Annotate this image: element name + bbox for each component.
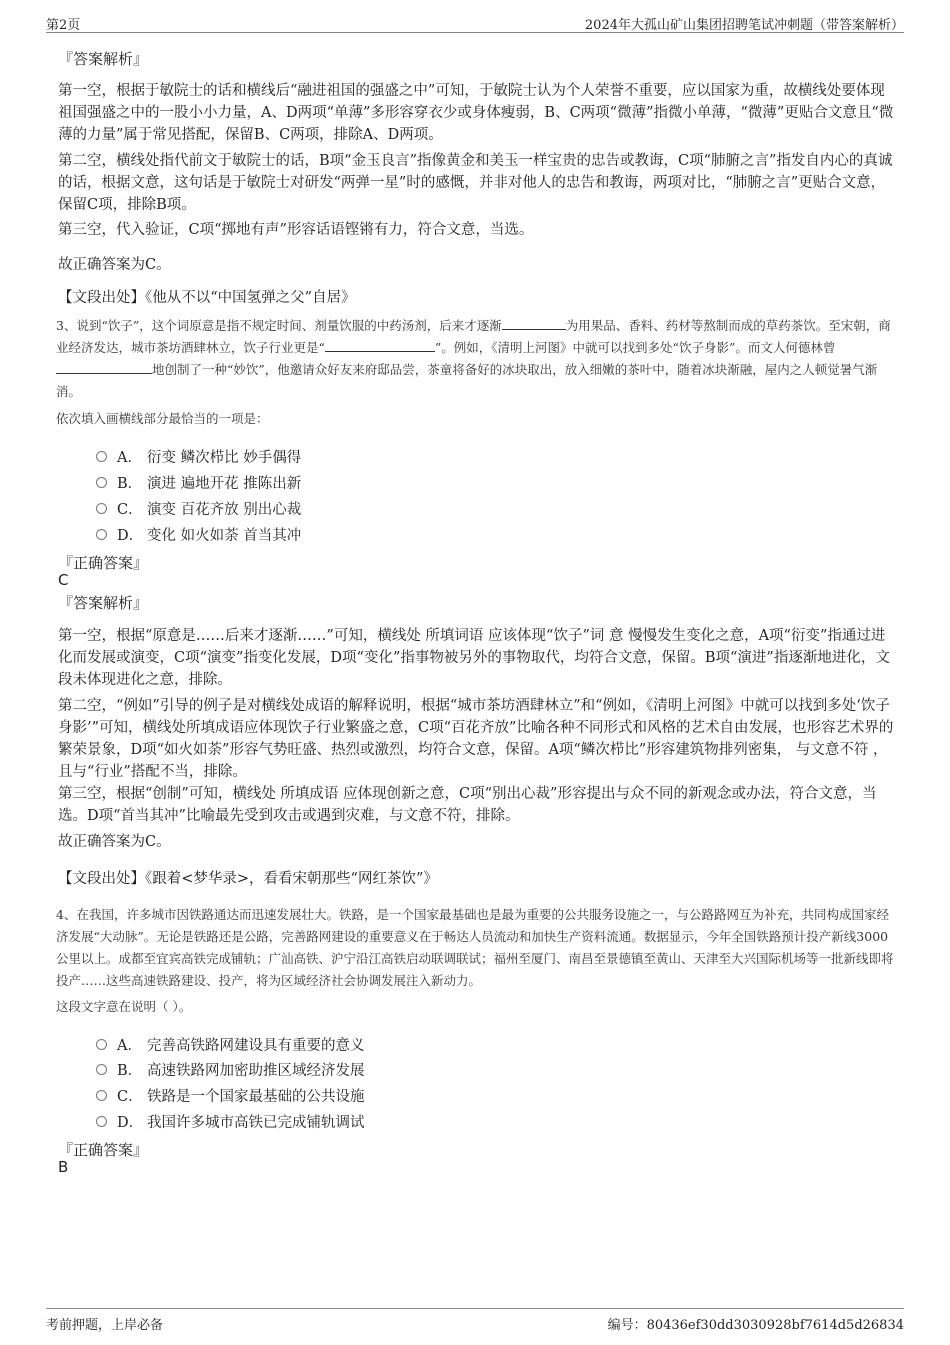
- radio-icon[interactable]: [96, 451, 107, 462]
- analysis-label: 『答案解析』: [58, 594, 149, 612]
- radio-icon[interactable]: [96, 1116, 107, 1127]
- source-citation: 【文段出处】《他从不以“中国氢弹之父”自居》: [58, 290, 356, 306]
- answer-label: 『正确答案』: [58, 554, 149, 572]
- blank-line: [56, 361, 152, 374]
- page-footer: [46, 1308, 904, 1333]
- conclusion: 故正确答案为C。: [58, 834, 171, 850]
- radio-icon[interactable]: [96, 1090, 107, 1101]
- option-c[interactable]: C． 演变 百花齐放 别出心裁: [96, 498, 301, 519]
- analysis-paragraph: 第二空，“例如”引导的例子是对横线处成语的解释说明，根据“城市茶坊酒肆林立”和“例如，《清明上河图》中就可以找到多处‘饮子身影’”可知，横线处所填成语应体现饮子行业繁盛之意，C项“百花齐放”比喻各种不同形式和风格的艺术自由发展，也形容艺术界的繁荣景象，D项“如火如荼”形容气势旺盛、热烈或激烈，均符合文意，保留。A项“鳞次栉比”形容建筑物排列密集， 与文意不符 ，且与“行业”搭配不当，排除。: [58, 698, 894, 780]
- blank-line: [325, 339, 435, 352]
- option-a[interactable]: A． 衍变 鳞次栉比 妙手偶得: [96, 446, 301, 467]
- analysis-paragraph: 第三空，代入验证，C项“掷地有声”形容话语铿锵有力，符合文意，当选。: [58, 222, 534, 238]
- document-title: 2024年大孤山矿山集团招聘笔试冲刺题（带答案解析）: [584, 18, 904, 33]
- page-number: 第2页: [46, 18, 81, 33]
- radio-icon[interactable]: [96, 1064, 107, 1075]
- question-prompt: 这段文字意在说明（ ）。: [56, 999, 192, 1014]
- radio-icon[interactable]: [96, 477, 107, 488]
- conclusion: 故正确答案为C。: [58, 257, 171, 273]
- footer-slogan: 考前押题，上岸必备: [46, 1318, 164, 1333]
- analysis-paragraph: 第一空，根据于敏院士的话和横线后“融进祖国的强盛之中”可知，于敏院士认为个人荣誉不重要，应以国家为重，故横线处要体现祖国强盛之中的一股小小力量，A、D两项“单薄”多形容穿衣少或身体瘦弱，B、C两项“微薄”指微小单薄，“微薄”更贴合文意且“微薄的力量”属于常见搭配，保留B、C两项，排除A、D两项。: [58, 83, 894, 143]
- analysis-paragraph: 第二空，横线处指代前文于敏院士的话，B项“金玉良言”指像黄金和美玉一样宝贵的忠告或教诲，C项“肺腑之言”指发自内心的真诚的话，根据文意，这句话是于敏院士对研发“两弹一星”时的感慨，并非对他人的忠告和教诲，两项对比，“肺腑之言”更贴合文意，保留C项，排除B项。: [58, 153, 893, 213]
- analysis-label: 『答案解析』: [58, 50, 149, 68]
- source-citation: 【文段出处】《跟着<梦华录>，看看宋朝那些“网红茶饮”》: [58, 871, 438, 887]
- option-a[interactable]: A． 完善高铁路网建设具有重要的意义: [96, 1034, 365, 1055]
- question-stem: 3、说到“饮子”，这个词原意是指不规定时间、剂量饮服的中药汤剂，后来才逐渐 为用果品、香料、药材等熬制而成的草药茶饮。至宋朝，商业经济发达，城市茶坊酒肆林立，饮子行业更是“ ”。例如，《清明上河图》中就可以找到多处“饮子身影”。而文人何德林曾地创制了一种“妙饮”，他邀请众好友来府邸品尝，茶童将备好的冰块取出，放入细嫩的茶叶中，随着冰块渐融，屋内之人顿觉暑气渐消。: [56, 318, 891, 399]
- correct-answer: B: [58, 1158, 69, 1176]
- question-prompt: 依次填入画横线部分最恰当的一项是：: [56, 411, 269, 426]
- page-header: [46, 12, 904, 33]
- blank-line: [502, 317, 566, 330]
- option-b[interactable]: B． 演进 遍地开花 推陈出新: [96, 472, 301, 493]
- option-d[interactable]: D． 我国许多城市高铁已完成铺轨调试: [96, 1111, 365, 1132]
- radio-icon[interactable]: [96, 529, 107, 540]
- analysis-paragraph: 第三空，根据“创制”可知，横线处 所填成语 应体现创新之意，C项“别出心裁”形容提出与众不同的新观念或办法，符合文意，当选。D项“首当其冲”比喻最先受到攻击或遇到灾难，与文意不符，排除。: [58, 786, 877, 824]
- correct-answer: C: [58, 571, 69, 589]
- answer-label: 『正确答案』: [58, 1141, 149, 1159]
- radio-icon[interactable]: [96, 1039, 107, 1050]
- option-d[interactable]: D． 变化 如火如荼 首当其冲: [96, 524, 301, 545]
- question-stem: 4、在我国，许多城市因铁路通达而迅速发展壮大。铁路，是一个国家最基础也是最为重要的公共服务设施之一，与公路路网互为补充，共同构成国家经济发展“大动脉”。无论是铁路还是公路，完善路网建设的重要意义在于畅达人员流动和加快生产资料流通。数据显示，今年全国铁路预计投产新线3000公里以上。成都至宜宾高铁完成铺轨；广汕高铁、沪宁沿江高铁启动联调联试；福州至厦门、南昌至景德镇至黄山、天津至大兴国际机场等一批新线即将投产……这些高速铁路建设、投产，将为区域经济社会协调发展注入新动力。: [56, 907, 894, 988]
- option-c[interactable]: C． 铁路是一个国家最基础的公共设施: [96, 1085, 365, 1106]
- radio-icon[interactable]: [96, 503, 107, 514]
- document-serial: 编号：80436ef30dd3030928bf7614d5d26834: [607, 1318, 904, 1333]
- analysis-paragraph: 第一空，根据“原意是……后来才逐渐……”可知，横线处 所填词语 应该体现“饮子”词 意 慢慢发生变化之意，A项“衍变”指通过进化而发展或演变，C项“演变”指变化发展，D项“变化”指事物被另外的事物取代，均符合文意，保留。B项“演进”指逐渐地进化，文段未体现进化之意，排除。: [58, 628, 890, 688]
- option-b[interactable]: B． 高速铁路网加密助推区域经济发展: [96, 1059, 365, 1080]
